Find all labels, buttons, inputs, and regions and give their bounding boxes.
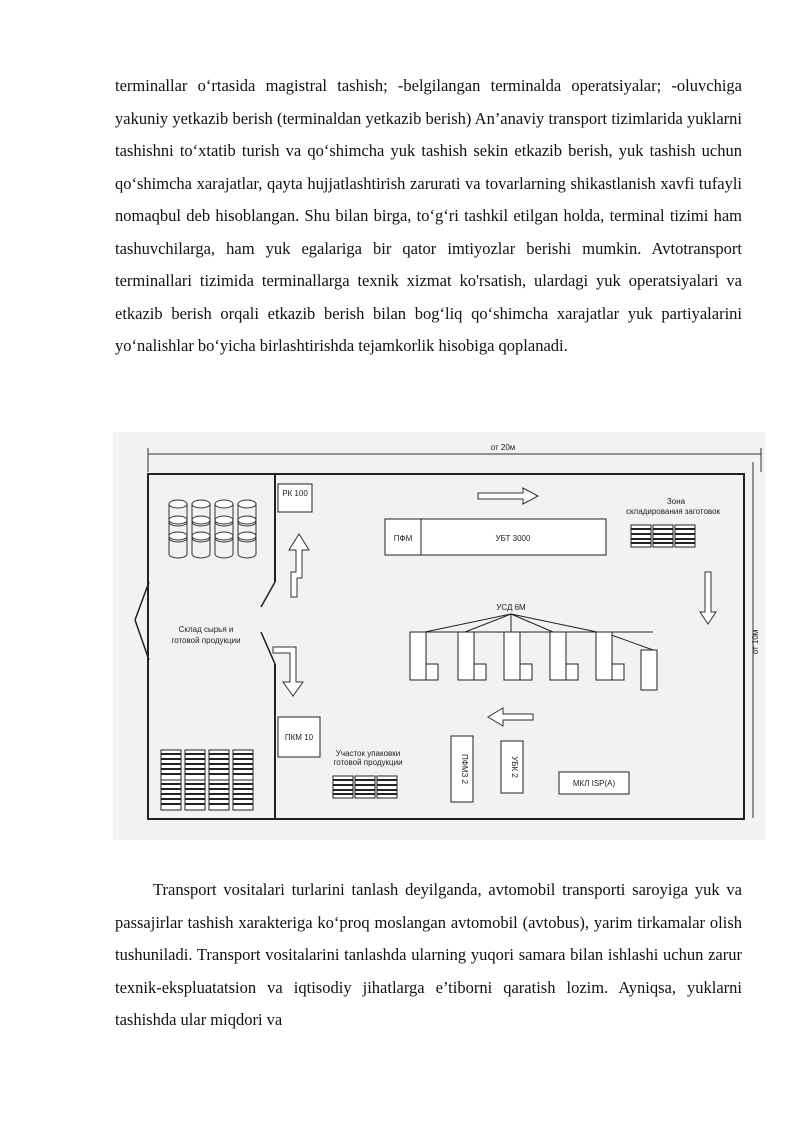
rk100-label: РК 100 — [282, 489, 308, 498]
ubt3000-label: УБТ 3000 — [495, 534, 531, 543]
pfmz2-label: ПФМЗ 2 — [460, 754, 469, 784]
raw-material-rolls — [169, 500, 256, 558]
flow-arrow-left — [488, 708, 533, 726]
packing-stacks — [333, 776, 397, 798]
mkl-label: МКЛ ISP(A) — [572, 779, 616, 788]
height-dimension-label: от 10м — [751, 629, 760, 655]
blanks-storage-stacks — [631, 525, 695, 547]
pkm10-label: ПКМ 10 — [284, 733, 314, 742]
zone-label-line1: Зона — [666, 497, 686, 506]
packing-label-line2: готовой продукции — [333, 758, 403, 767]
warehouse-label-line1: Склад сырья и — [178, 625, 234, 634]
height-dimension — [751, 462, 760, 818]
body-paragraph-bottom: Transport vositalari turlarini tanlash deyilganda, avtomobil transporti saroyiga yuk va passajirlar tashish xarakteriga ko‘proq moslangan avtomobil (avtobus), yarim tirkamalar olish tushuniladi. Transport vositalarini tanlashda ularning yuqori samara bilan ishlashi uchun zarur texnik-ekspluatatsion va iqtisodiy jihatlarga e’tiborni qaratish lozim. Ayniqsa, yuklarni tashishda ular miqdori va — [115, 880, 742, 1029]
ubk2-label: УБК 2 — [510, 756, 519, 778]
usd6m-distribution — [410, 614, 657, 690]
finished-goods-stacks-left — [161, 750, 253, 810]
zone-label-line2: складирования заготовок — [625, 507, 721, 516]
flow-arrow-down — [273, 647, 303, 696]
floor-plan-drawing — [113, 432, 765, 840]
packing-label-line1: Участок упаковки — [335, 749, 401, 758]
usd6m-label: УСД 6М — [496, 603, 526, 612]
flow-arrow-right — [478, 488, 538, 504]
pfm-label: ПФМ — [393, 534, 413, 543]
warehouse-label-line2: готовой продукции — [171, 636, 241, 645]
floor-plan-figure — [113, 432, 765, 840]
body-paragraph-top: terminallar o‘rtasida magistral tashish; -belgilangan terminalda operatsiyalar; -oluvchiga yakuniy yetkazib berish (terminaldan yetkazib berish) An’anaviy transport tizimlarida yuklarni tashishni to‘xtatib turish va qo‘shimcha yuk tashish sekin etkazib berish, yuk tashish uchun qo‘shimcha xarajatlar, qayta hujjatlashtirish zarurati va tovarlarning shikastlanish xavfi tufayli nomaqbul deb hisoblangan. Shu bilan birga, to‘g‘ri tashkil etilgan holda, terminal tizimi ham tashuvchilarga, ham yuk egalariga bir qator imtiyozlar berishi mumkin. Avtotransport terminallari tizimida terminallarga texnik xizmat ko'rsatish, ulardagi yuk operatsiyalari va etkazib berish orqali etkazib berish bilan bog‘liq qo‘shimcha xarajatlar yuk partiyalarini yo‘nalishlar bo‘yicha birlashtirishda tejamkorlik hisobiga qoplanadi. — [115, 76, 742, 355]
width-dimension — [148, 443, 761, 472]
flow-arrow-down-right — [700, 572, 716, 624]
flow-arrow-up — [289, 534, 309, 597]
width-dimension-label: от 20м — [490, 443, 516, 452]
